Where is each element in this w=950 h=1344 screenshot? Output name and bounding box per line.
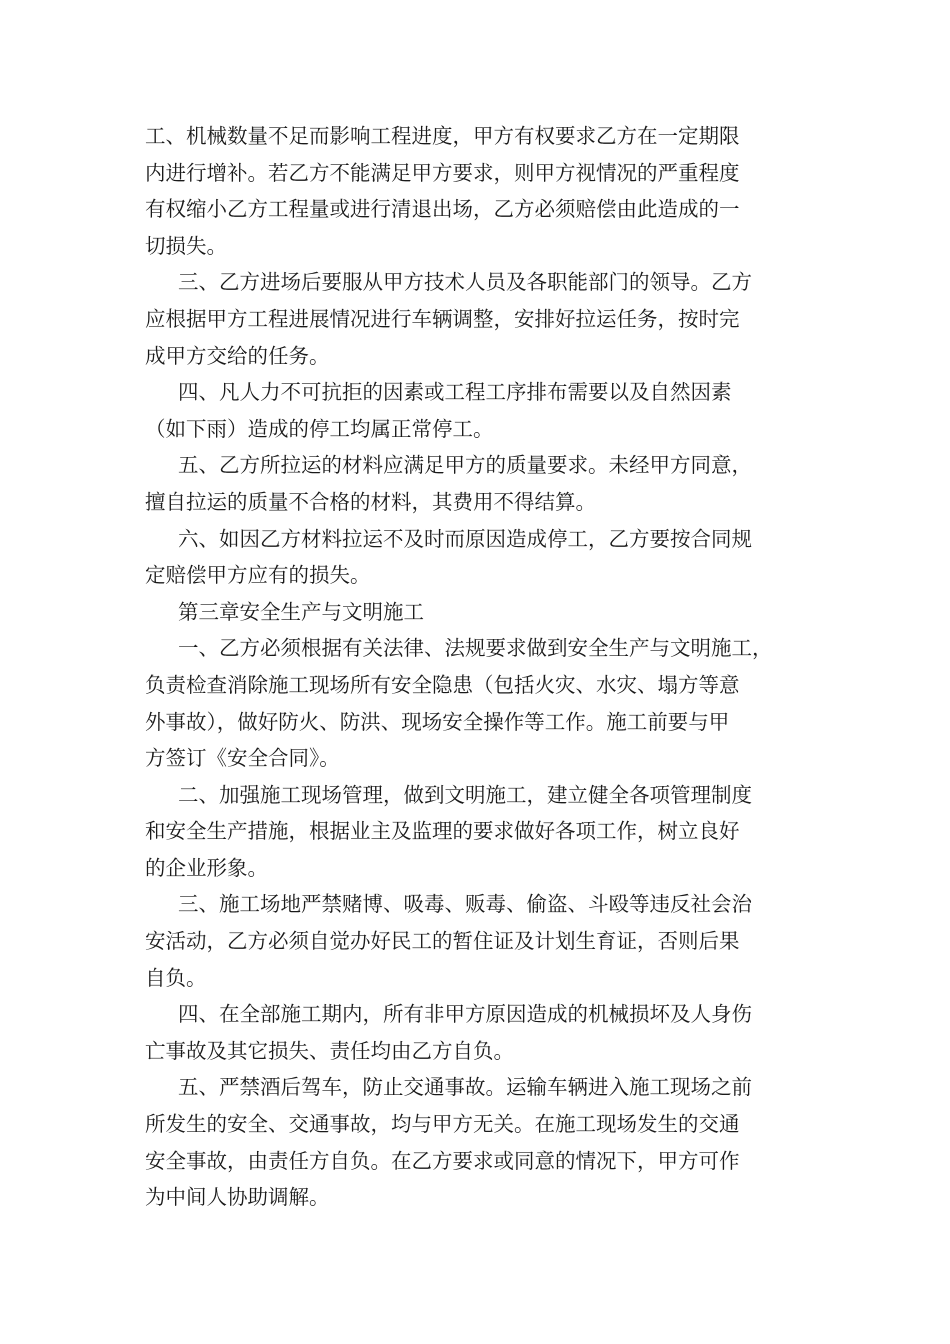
text-line: 安活动，乙方必须自觉办好民工的暂住证及计划生育证，否则后果 xyxy=(145,929,740,954)
text-line: 所发生的安全、交通事故，均与甲方无关。在施工现场发生的交通 xyxy=(145,1112,740,1137)
text-line: 方签订《安全合同》。 xyxy=(145,746,340,771)
text-line: 一、乙方必须根据有关法律、法规要求做到安全生产与文明施工， xyxy=(178,636,773,661)
text-line: 自负。 xyxy=(145,965,207,990)
text-line: 四、凡人力不可抗拒的因素或工程工序排布需要以及自然因素 xyxy=(178,380,732,405)
text-line: 切损失。 xyxy=(145,233,227,258)
text-line: 三、施工场地严禁赌博、吸毒、贩毒、偷盗、斗殴等违反社会治 xyxy=(178,892,752,917)
text-line: 外事故），做好防火、防洪、现场安全操作等工作。施工前要与甲 xyxy=(145,709,730,734)
document-body xyxy=(145,118,815,1216)
text-line: 五、乙方所拉运的材料应满足甲方的质量要求。未经甲方同意， xyxy=(178,453,752,478)
text-line: 成甲方交给的任务。 xyxy=(145,343,330,368)
text-line: 为中间人协助调解。 xyxy=(145,1185,330,1210)
text-line: 应根据甲方工程进展情况进行车辆调整，安排好拉运任务，按时完 xyxy=(145,306,740,331)
text-line: （如下雨）造成的停工均属正常停工。 xyxy=(145,416,494,441)
text-line: 负责检查消除施工现场所有安全隐患（包括火灾、水灾、塌方等意 xyxy=(145,672,740,697)
text-line: 六、如因乙方材料拉运不及时而原因造成停工，乙方要按合同规 xyxy=(178,526,752,551)
text-line: 三、乙方进场后要服从甲方技术人员及各职能部门的领导。乙方 xyxy=(178,270,752,295)
text-line: 亡事故及其它损失、责任均由乙方自负。 xyxy=(145,1038,514,1063)
text-line: 安全事故，由责任方自负。在乙方要求或同意的情况下，甲方可作 xyxy=(145,1148,740,1173)
text-line: 和安全生产措施，根据业主及监理的要求做好各项工作，树立良好 xyxy=(145,819,740,844)
text-line: 的企业形象。 xyxy=(145,855,268,880)
text-line: 二、加强施工现场管理，做到文明施工，建立健全各项管理制度 xyxy=(178,782,752,807)
text-line: 四、在全部施工期内，所有非甲方原因造成的机械损坏及人身伤 xyxy=(178,1002,752,1027)
text-line: 五、严禁酒后驾车，防止交通事故。运输车辆进入施工现场之前 xyxy=(178,1075,752,1100)
text-line: 擅自拉运的质量不合格的材料，其费用不得结算。 xyxy=(145,489,596,514)
text-line: 第三章安全生产与文明施工 xyxy=(178,599,424,624)
text-line: 内进行增补。若乙方不能满足甲方要求，则甲方视情况的严重程度 xyxy=(145,160,740,185)
text-line: 定赔偿甲方应有的损失。 xyxy=(145,563,371,588)
text-line: 工、机械数量不足而影响工程进度，甲方有权要求乙方在一定期限 xyxy=(145,124,740,148)
text-line: 有权缩小乙方工程量或进行清退出场，乙方必须赔偿由此造成的一 xyxy=(145,197,740,222)
